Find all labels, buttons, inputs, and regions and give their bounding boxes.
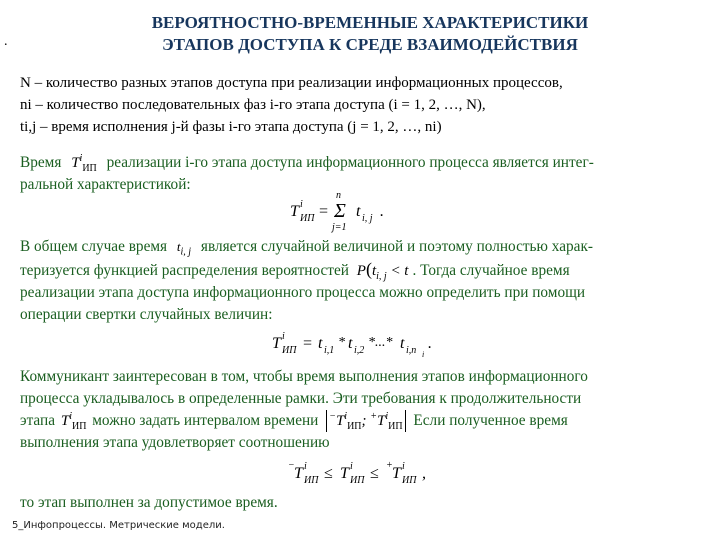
svg-text:*: * [338, 335, 345, 350]
title-line-2: ЭТАПОВ ДОСТУПА К СРЕДЕ ВЗАИМОДЕЙСТВИЯ [162, 35, 578, 54]
svg-text:i: i [402, 461, 405, 472]
svg-text:.: . [428, 335, 432, 352]
bullet-dot: . [4, 34, 8, 49]
sum-formula-graphic [290, 188, 410, 234]
svg-text:i,1: i,1 [324, 345, 335, 356]
svg-text:=: = [318, 203, 329, 220]
para3-l3b: можно задать интервалом времени [92, 412, 319, 429]
svg-text:*...*: *...* [368, 335, 393, 350]
para2-l4: операции свертки случайных величин: [20, 306, 273, 323]
svg-text:t: t [400, 335, 405, 352]
para2-l2b: . Тогда случайное время [412, 262, 570, 279]
svg-text:t: t [356, 203, 361, 220]
probability-symbol: $P(t_{i, j} < t$ [356, 259, 409, 282]
svg-text:i: i [422, 350, 425, 359]
para2-l1b: является случайной величиной и поэтому полностью харак- [200, 238, 593, 255]
svg-text:n: n [336, 190, 341, 201]
t-ip-symbol: $T^i_{ИП}$ [71, 153, 97, 174]
svg-text:ИП: ИП [300, 213, 315, 224]
svg-text:ИП: ИП [282, 345, 297, 356]
paragraph-3 [20, 366, 710, 454]
svg-text:i, j: i, j [362, 213, 373, 224]
svg-text:ИП: ИП [350, 475, 365, 486]
svg-text:≤: ≤ [370, 465, 379, 482]
t-ip-symbol-2: $T^i_{ИП}$ [60, 411, 87, 432]
svg-text:i,2: i,2 [354, 345, 365, 356]
para1-line2: ральной характеристикой: [20, 176, 191, 193]
formula-convolution [272, 326, 452, 365]
svg-text:t: t [318, 335, 323, 352]
para3-l3c: Если полученное время [413, 412, 568, 429]
svg-text:T: T [340, 465, 349, 482]
svg-text:Σ: Σ [334, 200, 346, 222]
paragraph-4 [20, 492, 710, 514]
para2-l3: реализации этапа доступа информационного процесса можно определить при помощи [20, 284, 586, 301]
t-i-symbol: $t_{i, j}$ [176, 239, 192, 258]
para1-rest: реализации i-го этапа доступа информационного процесса является интег- [106, 154, 594, 171]
para3-l4: выполнения этапа удовлетворяет соотношению [20, 434, 330, 451]
footer-caption: 5_Инфопроцессы. Метрические модели. [12, 520, 225, 531]
interval-symbol: $^-T^i_{ИП}$; $^+T^i_{ИП}$ [326, 410, 405, 432]
svg-text:j=1: j=1 [332, 222, 347, 233]
para3-l2: процесса укладывалось в определенные рамки. Эти требования к продолжительности [20, 390, 582, 407]
svg-text:≤: ≤ [324, 465, 333, 482]
svg-text:i: i [300, 199, 303, 210]
svg-text:+: + [386, 460, 393, 471]
para2-l2a: теризуется функцией распределения вероятностей [20, 262, 349, 279]
svg-text:t: t [348, 335, 353, 352]
para3-l1: Коммуникант заинтересован в том, чтобы время выполнения этапов информационного [20, 368, 588, 385]
para1-start: Время [20, 154, 62, 171]
def-line-3: ti,j – время исполнения j-й фазы i-го этапа доступа (j = 1, 2, …, ni) [20, 119, 442, 135]
svg-text:−: − [288, 460, 295, 471]
formula-sum [290, 188, 410, 239]
svg-text:T: T [272, 335, 281, 352]
convolution-formula-graphic [272, 326, 452, 360]
svg-text:=: = [302, 335, 313, 352]
inequality-formula-graphic [288, 456, 458, 490]
para4-text: то этап выполнен за допустимое время. [20, 494, 278, 511]
paragraph-2 [20, 236, 710, 326]
para2-l1a: В общем случае время [20, 238, 168, 255]
svg-text:i: i [350, 461, 353, 472]
title-line-1: ВЕРОЯТНОСТНО-ВРЕМЕННЫЕ ХАРАКТЕРИСТИКИ [151, 13, 589, 32]
def-line-2: ni – количество последовательных фаз i-го этапа доступа (i = 1, 2, …, N), [20, 97, 486, 113]
svg-text:T: T [392, 465, 401, 482]
para3-l3a: этапа [20, 412, 56, 429]
svg-text:,: , [422, 465, 426, 482]
def-line-1: N – количество разных этапов доступа при реализации информационных процессов, [20, 75, 563, 91]
formula-inequality [288, 456, 458, 495]
svg-text:.: . [380, 203, 384, 220]
svg-text:ИП: ИП [402, 475, 417, 486]
svg-text:i: i [282, 331, 285, 342]
svg-text:T: T [290, 203, 299, 220]
definitions [20, 72, 710, 138]
svg-text:i: i [304, 461, 307, 472]
svg-text:i,n: i,n [406, 345, 417, 356]
page-title [60, 12, 680, 56]
svg-text:ИП: ИП [304, 475, 319, 486]
svg-text:T: T [294, 465, 303, 482]
